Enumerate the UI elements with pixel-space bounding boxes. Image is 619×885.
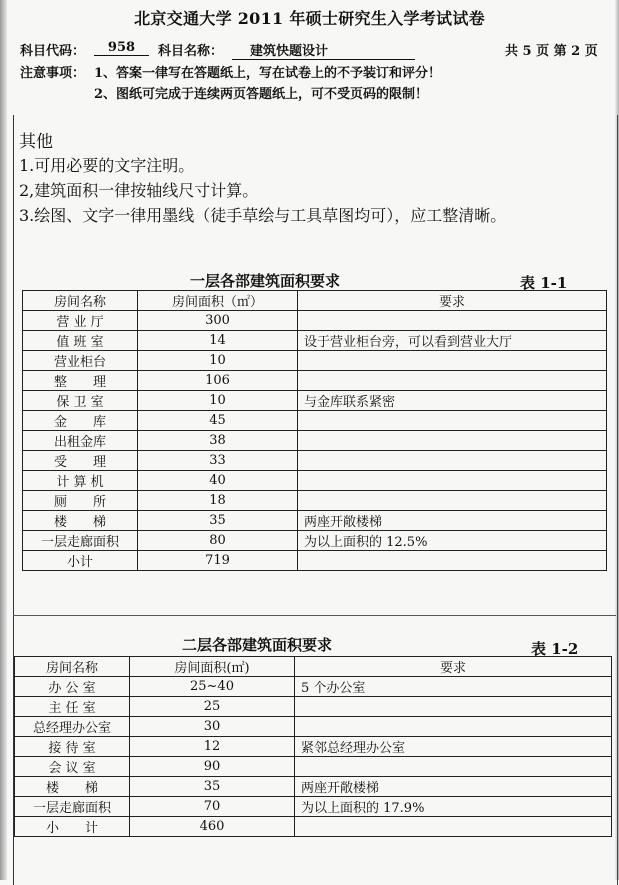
room-area-cell: 30	[130, 717, 295, 737]
scan-edge-left	[0, 0, 7, 880]
requirement-cell: 为以上面积的 12.5%	[298, 531, 607, 551]
requirement-cell: 5 个办公室	[295, 677, 612, 697]
requirement-cell	[298, 451, 607, 471]
table-row	[23, 371, 607, 391]
room-area-cell: 25	[130, 697, 295, 717]
table2-title: 二层各部建筑面积要求	[182, 636, 333, 654]
room-name-cell: 会 议 室	[15, 757, 130, 777]
room-area-cell: 106	[138, 371, 298, 391]
room-name-cell: 小 计	[15, 817, 130, 837]
requirement-cell	[298, 311, 607, 331]
room-name-cell: 营业柜台	[23, 351, 138, 371]
room-area-cell: 70	[130, 797, 295, 817]
room-area-cell: 460	[130, 817, 295, 837]
room-name-cell: 出租金库	[23, 431, 138, 451]
table-row	[23, 531, 607, 551]
header-room-area: 房间面积（㎡）	[138, 291, 298, 311]
table1-title: 一层各部建筑面积要求	[190, 272, 341, 290]
requirement-cell	[295, 817, 612, 837]
requirement-cell	[298, 351, 607, 371]
room-name-cell: 营 业 厅	[23, 311, 138, 331]
table1-number: 表 1-1	[520, 274, 568, 292]
table-row	[23, 491, 607, 511]
room-name-cell: 小计	[23, 551, 138, 571]
rule-3: 3.绘图、文字一律用墨线（徒手草绘与工具草图均可），应工整清晰。	[19, 206, 507, 225]
table-row	[15, 677, 612, 697]
room-name-cell: 整 理	[23, 371, 138, 391]
subject-name: 建筑快题设计	[232, 40, 415, 60]
requirement-cell: 与金库联系紧密	[298, 391, 607, 411]
page-count: 共 5 页 第 2 页	[505, 44, 598, 59]
room-area-cell: 719	[138, 551, 298, 571]
room-area-cell: 38	[138, 431, 298, 451]
subject-code: 958	[94, 40, 149, 56]
table-row	[23, 391, 607, 411]
room-area-cell: 35	[130, 777, 295, 797]
room-name-cell: 总经理办公室	[15, 717, 130, 737]
room-area-cell: 33	[138, 451, 298, 471]
table2-number: 表 1-2	[531, 640, 579, 658]
table-row	[15, 697, 612, 717]
room-name-cell: 办 公 室	[15, 677, 130, 697]
room-name-cell: 接 待 室	[15, 737, 130, 757]
requirement-cell: 紧邻总经理办公室	[295, 737, 612, 757]
requirement-cell	[298, 551, 607, 571]
room-name-cell: 主 任 室	[15, 697, 130, 717]
room-area-cell: 300	[138, 311, 298, 331]
table-row	[23, 351, 607, 371]
exam-title: 北京交通大学 2011 年硕士研究生入学考试试卷	[134, 9, 485, 28]
requirement-cell: 两座开敞楼梯	[298, 511, 607, 531]
notice-1: 1、答案一律写在答题纸上，写在试卷上的不予装订和评分！	[94, 66, 442, 81]
requirement-cell	[298, 411, 607, 431]
header-requirements: 要求	[295, 657, 612, 677]
room-name-cell: 楼 梯	[15, 777, 130, 797]
requirement-cell	[295, 697, 612, 717]
room-area-cell: 12	[130, 737, 295, 757]
table-row	[15, 717, 612, 737]
header-room-name: 房间名称	[23, 291, 138, 311]
notice-2: 2、图纸可完成于连续两页答题纸上，可不受页码的限制！	[94, 87, 429, 102]
table-row	[23, 311, 607, 331]
room-area-cell: 14	[138, 331, 298, 351]
table-row	[15, 777, 612, 797]
table-row	[23, 471, 607, 491]
table-header-row	[15, 657, 612, 677]
room-area-cell: 10	[138, 351, 298, 371]
room-name-cell: 楼 梯	[23, 511, 138, 531]
requirement-cell: 设于营业柜台旁，可以看到营业大厅	[298, 331, 607, 351]
room-area-cell: 25~40	[130, 677, 295, 697]
room-name-cell: 厕 所	[23, 491, 138, 511]
requirement-cell: 两座开敞楼梯	[295, 777, 612, 797]
room-area-cell: 45	[138, 411, 298, 431]
requirement-cell	[298, 431, 607, 451]
requirement-cell: 为以上面积的 17.9%	[295, 797, 612, 817]
header-room-area: 房间面积(㎡)	[130, 657, 295, 677]
table-row	[23, 451, 607, 471]
room-area-cell: 80	[138, 531, 298, 551]
room-name-cell: 值 班 室	[23, 331, 138, 351]
section-divider	[13, 615, 616, 616]
room-name-cell: 一层走廊面积	[15, 797, 130, 817]
rule-2: 2,建筑面积一律按轴线尺寸计算。	[19, 181, 259, 200]
room-area-cell: 40	[138, 471, 298, 491]
table-row	[23, 431, 607, 451]
header-requirements: 要求	[298, 291, 607, 311]
table-header-row	[23, 291, 607, 311]
table-row	[23, 551, 607, 571]
table-row	[23, 331, 607, 351]
rule-1: 1.可用必要的文字注明。	[19, 156, 195, 175]
table-row	[15, 757, 612, 777]
room-area-cell: 90	[130, 757, 295, 777]
others-heading: 其他	[19, 132, 53, 152]
room-name-cell: 金 库	[23, 411, 138, 431]
requirement-cell	[295, 757, 612, 777]
room-name-cell: 一层走廊面积	[23, 531, 138, 551]
requirement-cell	[298, 491, 607, 511]
room-name-cell: 计 算 机	[23, 471, 138, 491]
table-row	[23, 511, 607, 531]
room-area-cell: 35	[138, 511, 298, 531]
room-area-cell: 10	[138, 391, 298, 411]
room-name-cell: 保 卫 室	[23, 391, 138, 411]
header-room-name: 房间名称	[15, 657, 130, 677]
subject-code-label: 科目代码：	[20, 44, 86, 59]
table-floor1-areas	[22, 290, 607, 571]
notice-label: 注意事项：	[20, 66, 86, 81]
subject-name-label: 科目名称：	[158, 44, 224, 59]
requirement-cell	[295, 717, 612, 737]
table-floor2-areas	[14, 656, 612, 837]
table-row	[15, 737, 612, 757]
room-name-cell: 受 理	[23, 451, 138, 471]
table-row	[23, 411, 607, 431]
table-row	[15, 817, 612, 837]
room-area-cell: 18	[138, 491, 298, 511]
table-row	[15, 797, 612, 817]
requirement-cell	[298, 471, 607, 491]
requirement-cell	[298, 371, 607, 391]
